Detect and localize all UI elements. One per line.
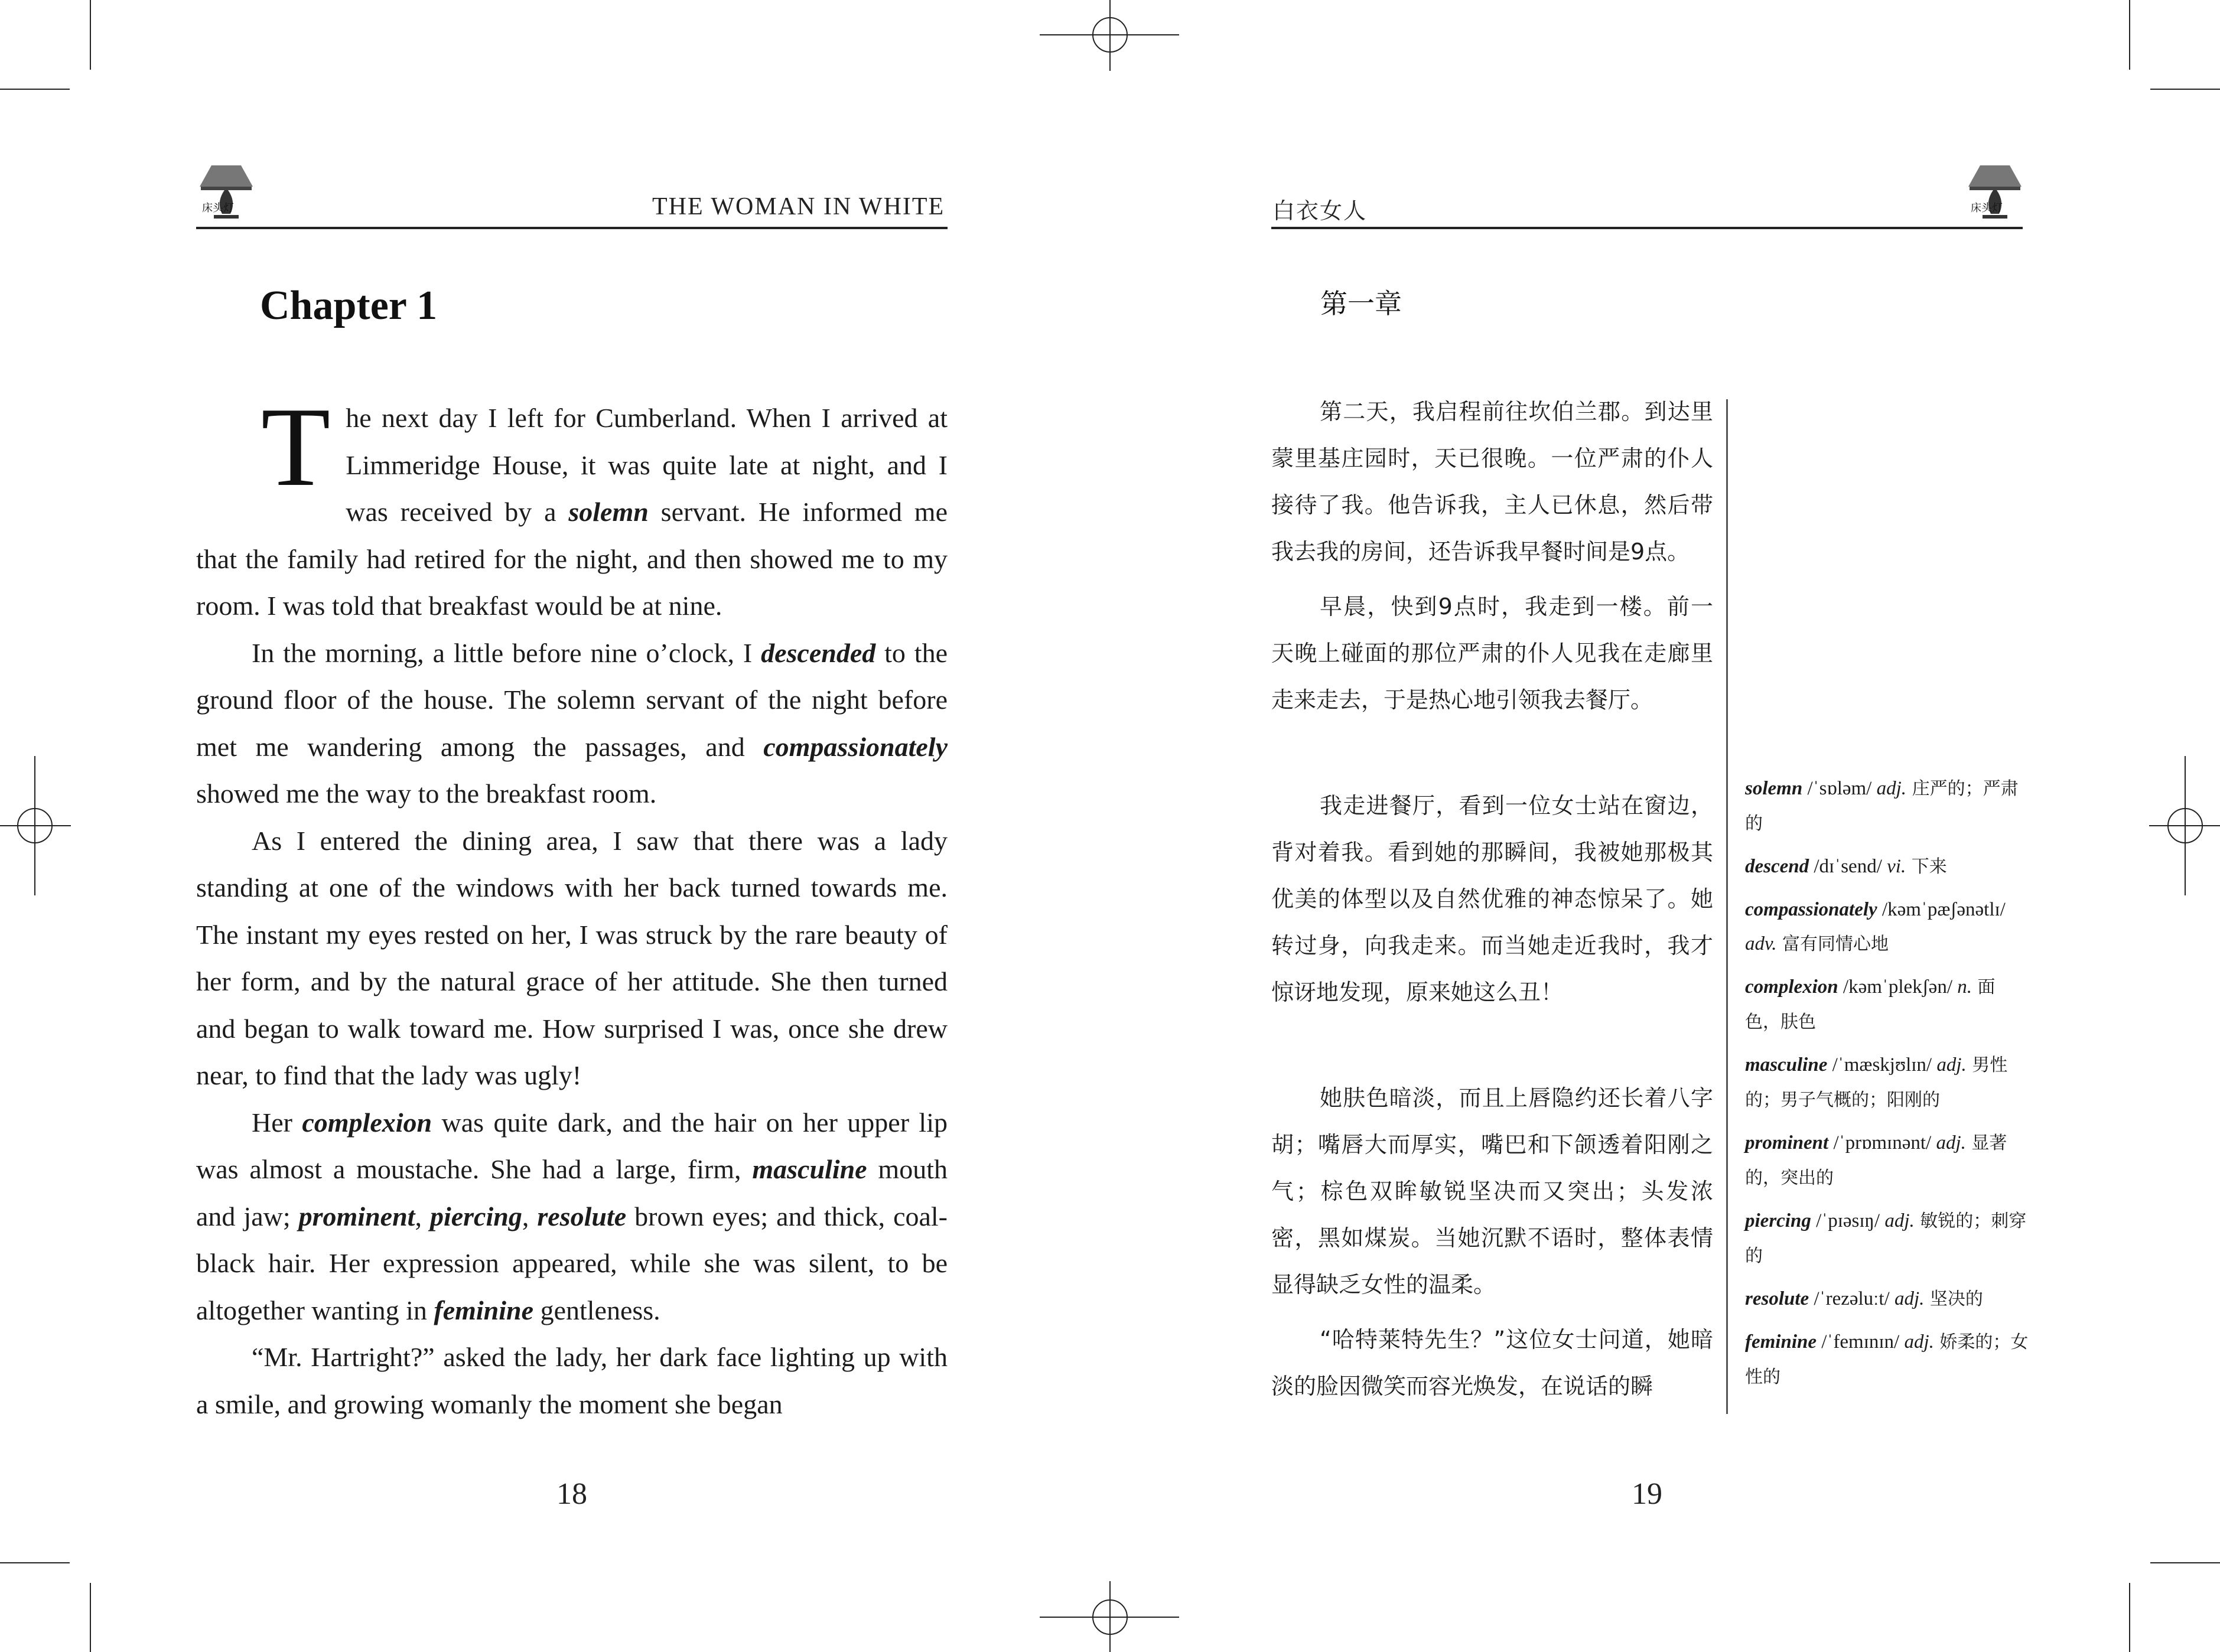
glossary-pos: vi. bbox=[1887, 856, 1906, 877]
glossary bbox=[1745, 771, 2029, 1403]
paragraph-gap bbox=[1271, 575, 1713, 584]
glossary-word: prominent bbox=[1745, 1132, 1829, 1154]
glossary-divider bbox=[1726, 399, 1728, 1414]
glossary-entry bbox=[1745, 1048, 2029, 1117]
vocab-word: compassionately bbox=[763, 731, 948, 762]
vocab-word: solemn bbox=[568, 497, 649, 527]
glossary-phonetic: /ˈfemɪnɪn/ bbox=[1817, 1331, 1905, 1353]
glossary-word: feminine bbox=[1745, 1331, 1817, 1353]
paragraph-gap bbox=[1271, 1016, 1713, 1075]
glossary-entry bbox=[1745, 1325, 2029, 1394]
vocab-word: feminine bbox=[434, 1295, 534, 1325]
glossary-phonetic: /ˈmæskjʊlɪn/ bbox=[1827, 1054, 1937, 1076]
table-lamp-icon bbox=[194, 161, 259, 226]
english-text-column bbox=[196, 384, 948, 1428]
glossary-entry bbox=[1745, 892, 2029, 962]
glossary-pos: adj. bbox=[1876, 778, 1907, 799]
glossary-meaning: 下来 bbox=[1906, 856, 1947, 877]
glossary-entry bbox=[1745, 970, 2029, 1040]
english-paragraph: As I entered the dining area, I saw that there was a lady standing at one of the windows with her back turned towards me. The instant my eyes rested on her, I was struck by the rare beauty of her form, and by the natural grace of her attitude. She then turned and began to walk toward me. How surprised I was, once she drew near, to find that the lady was ugly! bbox=[196, 825, 948, 1090]
glossary-meaning: 娇柔的；女性的 bbox=[1745, 1332, 2029, 1387]
paragraph-gap bbox=[1271, 1308, 1713, 1317]
page-number-right: 19 bbox=[1632, 1477, 1662, 1511]
glossary-phonetic: /ˈsɒləm/ bbox=[1802, 778, 1877, 799]
running-head-left: THE WOMAN IN WHITE bbox=[652, 193, 945, 220]
glossary-phonetic: /kəmˈplekʃən/ bbox=[1838, 976, 1958, 998]
paragraph-gap bbox=[1271, 724, 1713, 783]
table-lamp-icon bbox=[1962, 161, 2027, 226]
english-paragraph: “Mr. Hartright?” asked the lady, her dark face lighting up with a smile, and growing womanly the moment she began bbox=[196, 1342, 948, 1419]
glossary-pos: adj. bbox=[1904, 1331, 1934, 1353]
glossary-word: complexion bbox=[1745, 976, 1838, 998]
glossary-entry bbox=[1745, 1282, 2029, 1317]
vocab-word: complexion bbox=[302, 1107, 432, 1138]
english-paragraph: In the morning, a little before nine o’clock, I descended to the ground floor of the house. The solemn servant of the night before met me wandering among the passages, and compassionately showed me the way to the breakfast room. bbox=[196, 637, 948, 809]
header-rule-right bbox=[1271, 227, 2023, 229]
chapter-title: Chapter 1 bbox=[260, 283, 438, 328]
english-paragraph: The next day I left for Cumberland. When I arrived at Limmeridge House, it was quite late at night, and I was received by a solemn servant. He informed me that the family had retired for the night, and then showed me to my room. I was told that breakfast would be at nine. bbox=[196, 384, 948, 621]
glossary-meaning: 庄严的；严肃的 bbox=[1745, 778, 2019, 834]
glossary-phonetic: /ˈrezəluːt/ bbox=[1809, 1288, 1895, 1309]
vocab-word: masculine bbox=[752, 1154, 867, 1184]
glossary-meaning: 男性的；男子气概的；阳刚的 bbox=[1745, 1055, 2008, 1110]
glossary-pos: adj. bbox=[1884, 1210, 1915, 1231]
vocab-word: prominent bbox=[298, 1201, 415, 1231]
logo-text: 床头灯 bbox=[1971, 202, 2003, 214]
glossary-word: masculine bbox=[1745, 1054, 1828, 1076]
drop-cap: T bbox=[261, 384, 331, 510]
glossary-pos: n. bbox=[1957, 976, 1972, 998]
glossary-meaning: 坚决的 bbox=[1924, 1289, 1983, 1309]
chinese-chapter-title: 第一章 bbox=[1320, 288, 1402, 320]
glossary-pos: adj. bbox=[1894, 1288, 1925, 1309]
vocab-word: piercing bbox=[429, 1201, 522, 1231]
glossary-word: solemn bbox=[1745, 778, 1803, 799]
running-head-right: 白衣女人 bbox=[1272, 198, 1368, 224]
glossary-word: compassionately bbox=[1745, 899, 1877, 920]
header-rule-left bbox=[196, 227, 948, 229]
glossary-word: resolute bbox=[1745, 1288, 1809, 1309]
logo-text: 床头灯 bbox=[202, 202, 234, 214]
chinese-paragraph: 她肤色暗淡，而且上唇隐约还长着八字胡；嘴唇大而厚实，嘴巴和下颌透着阳刚之气；棕色双眸敏锐坚决而又突出；头发浓密，黑如煤炭。当她沉默不语时，整体表情显得缺乏女性的温柔。 bbox=[1271, 1085, 1713, 1298]
glossary-entry bbox=[1745, 1126, 2029, 1195]
glossary-pos: adj. bbox=[1936, 1054, 1967, 1076]
glossary-meaning: 富有同情心地 bbox=[1776, 934, 1889, 954]
glossary-entry bbox=[1745, 771, 2029, 841]
glossary-phonetic: /kəmˈpæʃənətlɪ/ bbox=[1877, 899, 2006, 920]
glossary-meaning: 敏锐的；刺穿的 bbox=[1745, 1211, 2027, 1266]
glossary-meaning: 显著的，突出的 bbox=[1745, 1133, 2007, 1188]
vocab-word: resolute bbox=[537, 1201, 627, 1231]
chinese-paragraph: 早晨，快到9点时，我走到一楼。前一天晚上碰面的那位严肃的仆人见我在走廊里走来走去，于是热心地引领我去餐厅。 bbox=[1271, 594, 1713, 713]
glossary-word: descend bbox=[1745, 856, 1809, 877]
chinese-paragraph: 我走进餐厅，看到一位女士站在窗边，背对着我。看到她的那瞬间，我被她那极其优美的体型以及自然优雅的神态惊呆了。她转过身，向我走来。而当她走近我时，我才惊讶地发现，原来她这么丑！ bbox=[1271, 793, 1713, 1005]
glossary-phonetic: /dɪˈsend/ bbox=[1809, 856, 1887, 877]
glossary-pos: adj. bbox=[1936, 1132, 1966, 1154]
chinese-text-column bbox=[1271, 389, 1713, 1410]
glossary-meaning: 面色，肤色 bbox=[1745, 977, 1996, 1032]
chinese-paragraph: 第二天，我启程前往坎伯兰郡。到达里蒙里基庄园时，天已很晚。一位严肃的仆人接待了我。他告诉我，主人已休息，然后带我去我的房间，还告诉我早餐时间是9点。 bbox=[1271, 399, 1713, 565]
english-paragraph: Her complexion was quite dark, and the hair on her upper lip was almost a moustache. She had a large, firm, masculine mouth and jaw; prominent, piercing, resolute brown eyes; and thick, coal-black hair. Her expression appeared, while she was silent, to be altogether wanting in feminine gentleness. bbox=[196, 1107, 948, 1325]
chinese-paragraph: “哈特莱特先生？”这位女士问道，她暗淡的脸因微笑而容光焕发，在说话的瞬 bbox=[1271, 1327, 1713, 1399]
vocab-word: descended bbox=[761, 637, 876, 668]
glossary-entry bbox=[1745, 1204, 2029, 1273]
glossary-word: piercing bbox=[1745, 1210, 1811, 1231]
glossary-pos: adv. bbox=[1745, 933, 1777, 954]
glossary-phonetic: /ˈpɪəsɪŋ/ bbox=[1811, 1210, 1885, 1231]
page-number-left: 18 bbox=[556, 1477, 587, 1511]
glossary-phonetic: /ˈprɒmɪnənt/ bbox=[1828, 1132, 1936, 1154]
glossary-entry bbox=[1745, 849, 2029, 884]
